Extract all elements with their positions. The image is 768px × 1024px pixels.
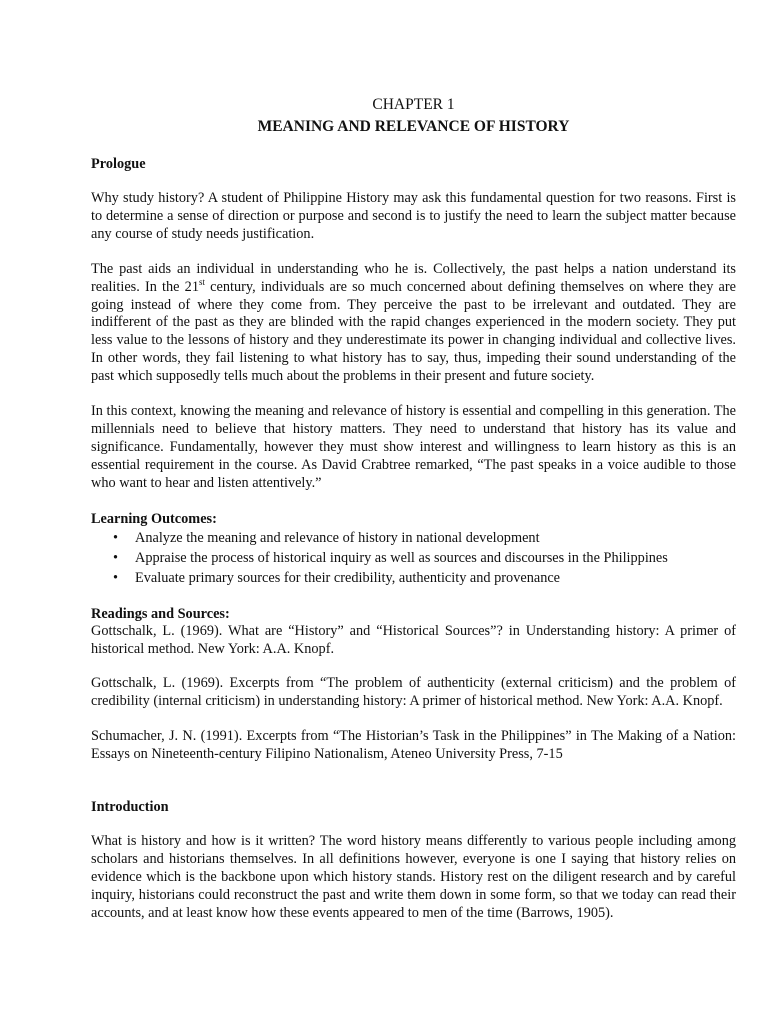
list-item: • Analyze the meaning and relevance of history in national development	[113, 529, 540, 546]
prologue-paragraph-2-rest: century, individuals are so much concerned about defining themselves on where they are going instead of where they come from. They perceive the past to be irrelevant and outdated. They are indifferent of the past as they are blinded with the rapid changes experienced in the modern society. They put less value to the lessons of history and they underestimate its power in changing individual and collective lives. In other words, they fail listening to what history has to say, thus, impeding their sound understanding of the past which supposedly tells much about the problems in their present and future society.	[91, 278, 736, 385]
prologue-paragraph-2-start: The past aids an individual in understanding who he is. Collectively, the past helps a nation understand its realities. In the 21	[91, 260, 736, 295]
chapter-label: CHAPTER 1	[372, 96, 455, 113]
reading-item-1: Gottschalk, L. (1969). What are “History” and “Historical Sources”? in Understanding history: A primer of historical method. New York: A.A. Knopf.	[91, 622, 736, 657]
bullet-icon: •	[113, 549, 119, 566]
learning-outcomes-heading: Learning Outcomes:	[91, 510, 217, 527]
readings-heading: Readings and Sources:	[91, 605, 230, 622]
reading-item-3: Schumacher, J. N. (1991). Excerpts from “The Historian’s Task in the Philippines” in The Making of a Nation: Essays on Nineteenth-century Filipino Nationalism, Ateneo University Press, 7-15	[91, 728, 736, 763]
reading-item-2: Gottschalk, L. (1969). Excerpts from “The problem of authenticity (external criticism) and the problem of credibility (internal criticism) in understanding history: A primer of historical method. New York: A.A. Knopf.	[91, 675, 736, 710]
prologue-paragraph-1: Why study history? A student of Philippine History may ask this fundamental question for two reasons. First is to determine a sense of direction or purpose and second is to justify the need to learn the subject matter because any course of study needs justification.	[91, 190, 736, 242]
chapter-title: MEANING AND RELEVANCE OF HISTORY	[257, 118, 570, 135]
learning-outcomes-list	[91, 528, 736, 588]
list-item: • Evaluate primary sources for their credibility, authenticity and provenance	[113, 569, 561, 586]
introduction-paragraph-1: What is history and how is it written? The word history means differently to various people including among scholars and historians themselves. In all definitions however, everyone is one I saying that history relies on evidence which is the backbone upon which history stands. History rest on the diligent research and by careful inquiry, historians could reconstruct the past and write them down in some form, so that we today can read their accounts, and at least know how these events appeared to men of the time (Barrows, 1905).	[91, 833, 736, 921]
bullet-icon: •	[113, 569, 119, 586]
introduction-heading: Introduction	[91, 799, 169, 816]
bullet-icon: •	[113, 529, 119, 546]
prologue-heading: Prologue	[91, 156, 146, 172]
prologue-paragraph-3: In this context, knowing the meaning and relevance of history is essential and compelling in this generation. The millennials need to believe that history matters. They need to understand that history has its value and significance. Fundamentally, however they must show interest and willingness to learn history as this is an essential requirement in the course. As David Crabtree remarked, “The past speaks in a voice audible to those who want to hear and listen attentively.”	[91, 403, 736, 491]
list-item: • Appraise the process of historical inquiry as well as sources and discourses in the Philippines	[113, 549, 668, 566]
ordinal-superscript: st	[198, 276, 205, 287]
prologue-paragraph-2	[91, 261, 736, 386]
